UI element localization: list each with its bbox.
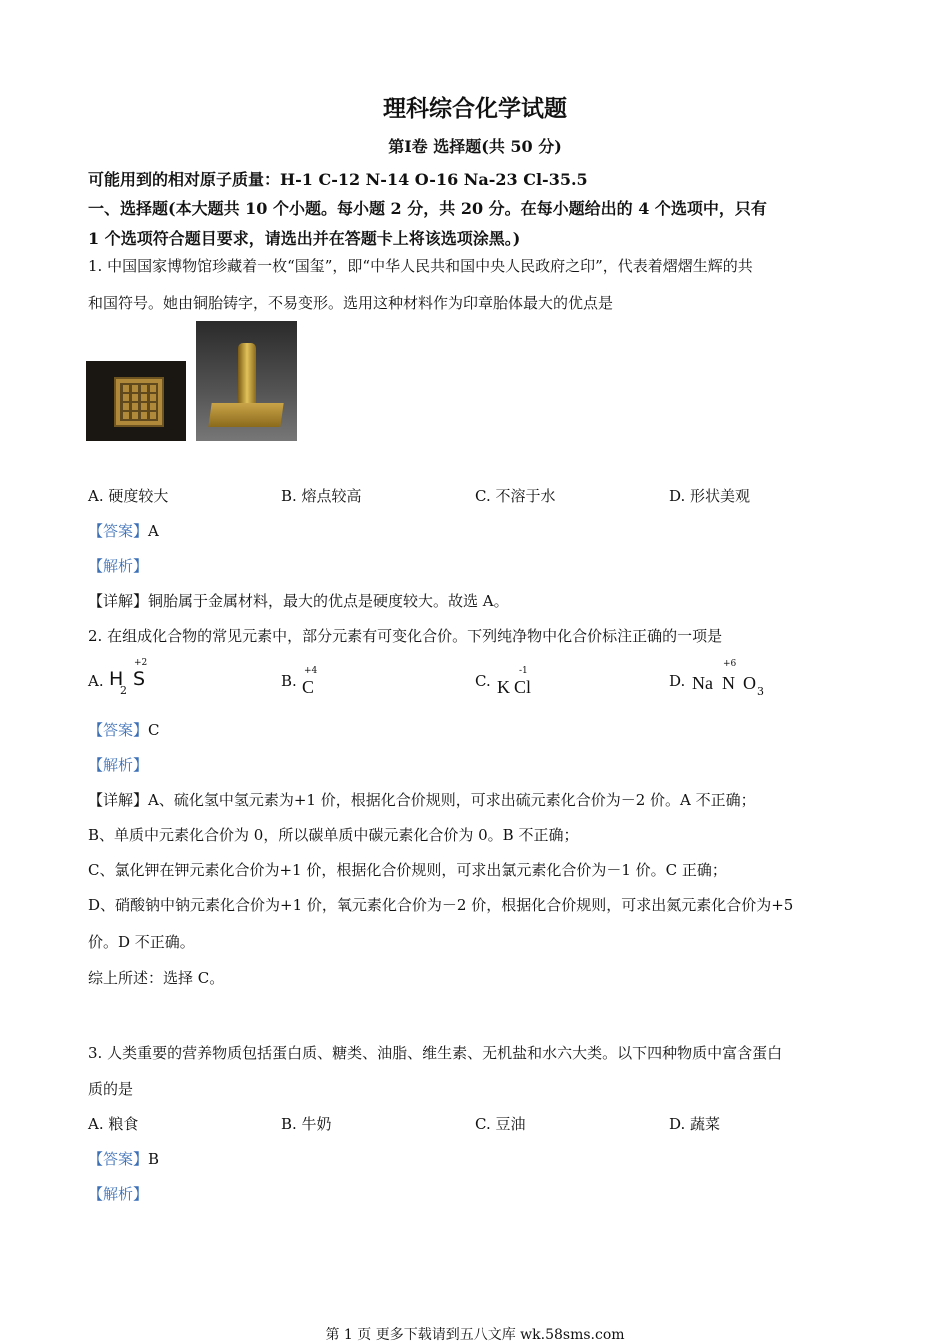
q2-option-d-element3: O: [743, 673, 756, 693]
q2-option-a-label: A.: [88, 672, 104, 690]
q2-answer: [88, 719, 160, 740]
answer-value: C: [148, 721, 160, 739]
q1-answer: [88, 520, 159, 541]
answer-value: B: [148, 1150, 160, 1168]
seal-stamp-photo: [196, 321, 297, 441]
q2-option-c-label: C.: [475, 672, 491, 690]
answer-label: 【答案】: [88, 1150, 149, 1168]
q2-option-d-label: D.: [669, 672, 686, 690]
q1-option-b: B. 熔点较高: [281, 487, 362, 505]
q2-stem: 2. 在组成化合物的常见元素中，部分元素有可变化合价。下列纯净物中化合价标注正确的一项是: [88, 627, 723, 645]
q3-analysis-label: 【解析】: [88, 1185, 149, 1203]
q2-option-d-subscript: 3: [757, 685, 764, 698]
q2-option-b-element: C: [302, 677, 315, 697]
section1-instructions-line1: 一、选择题(本大题共 10 个小题。每小题 2 分，共 20 分。在每小题给出的 4 个选项中，只有: [88, 199, 767, 218]
q3-answer: [88, 1148, 159, 1169]
section-subtitle: 第Ⅰ卷 选择题(共 50 分): [388, 137, 562, 156]
q2-detail-line5: 价。D 不正确。: [88, 933, 195, 951]
q2-detail-line1: 【详解】A、硫化氢中氢元素为+1 价，根据化合价规则，可求出硫元素化合价为－2 价。A 不正确；: [88, 791, 756, 809]
q2-detail-line3: C、氯化钾在钾元素化合价为+1 价，根据化合价规则，可求出氯元素化合价为－1 价。C 正确；: [88, 861, 727, 879]
q2-option-d-element1: Na: [692, 673, 713, 693]
page-title: 理科综合化学试题: [383, 95, 567, 122]
q1-option-c: C. 不溶于水: [475, 487, 556, 505]
q1-stem-line2: 和国符号。她由铜胎铸字，不易变形。选用这种材料作为印章胎体最大的优点是: [88, 294, 614, 312]
q1-detail: 【详解】铜胎属于金属材料，最大的优点是硬度较大。故选 A。: [88, 592, 509, 610]
q2-option-d-element2: N: [722, 673, 735, 693]
q2-detail-line4: D、硝酸钠中钠元素化合价为+1 价，氧元素化合价为－2 价，根据化合价规则，可求出氮元素化合价为+5: [88, 896, 794, 914]
answer-value: A: [148, 522, 159, 540]
q2-option-a-element2: S: [133, 668, 146, 690]
q2-option-a-element1: H: [109, 668, 124, 690]
q3-option-c: C. 豆油: [475, 1115, 526, 1133]
q3-stem-line1: 3. 人类重要的营养物质包括蛋白质、糖类、油脂、维生素、无机盐和水六大类。以下四种物质中富含蛋白: [88, 1044, 783, 1062]
q1-stem-line1: 1. 中国国家博物馆珍藏着一枚“国玺”，即“中华人民共和国中央人民政府之印”，代表着熠熠生辉的共: [88, 257, 753, 275]
q2-option-c-element2: Cl: [514, 677, 532, 697]
q2-option-c-element1: K: [497, 677, 510, 697]
q3-option-a: A. 粮食: [88, 1115, 139, 1133]
q3-option-d: D. 蔬菜: [669, 1115, 721, 1133]
q1-option-d: D. 形状美观: [669, 487, 751, 505]
q3-stem-line2: 质的是: [88, 1080, 134, 1098]
q2-option-a-subscript: 2: [120, 684, 127, 697]
q1-analysis-label: 【解析】: [88, 557, 149, 575]
section1-instructions-line2: 1 个选项符合题目要求，请选出并在答题卡上将该选项涂黑。): [88, 229, 521, 248]
q2-option-d-valence: +6: [723, 659, 737, 669]
answer-label: 【答案】: [88, 522, 149, 540]
q2-detail-line2: B、单质中元素化合价为 0，所以碳单质中碳元素化合价为 0。B 不正确；: [88, 826, 579, 844]
q2-option-c-valence: -1: [519, 666, 528, 676]
q2-analysis-label: 【解析】: [88, 756, 149, 774]
q2-summary: 综上所述：选择 C。: [88, 969, 225, 987]
seal-face-photo: [86, 361, 186, 441]
page-footer: 第 1 页 更多下载请到五八文库 wk.58sms.com: [325, 1327, 625, 1343]
atomic-masses: 可能用到的相对原子质量：H-1 C-12 N-14 O-16 Na-23 Cl-35.5: [88, 170, 588, 189]
q2-option-b-label: B.: [281, 672, 297, 690]
answer-label: 【答案】: [88, 721, 149, 739]
q3-option-b: B. 牛奶: [281, 1115, 332, 1133]
q1-option-a: A. 硬度较大: [88, 487, 169, 505]
q2-option-a-valence: +2: [134, 658, 148, 668]
q2-option-b-valence: +4: [304, 666, 318, 676]
